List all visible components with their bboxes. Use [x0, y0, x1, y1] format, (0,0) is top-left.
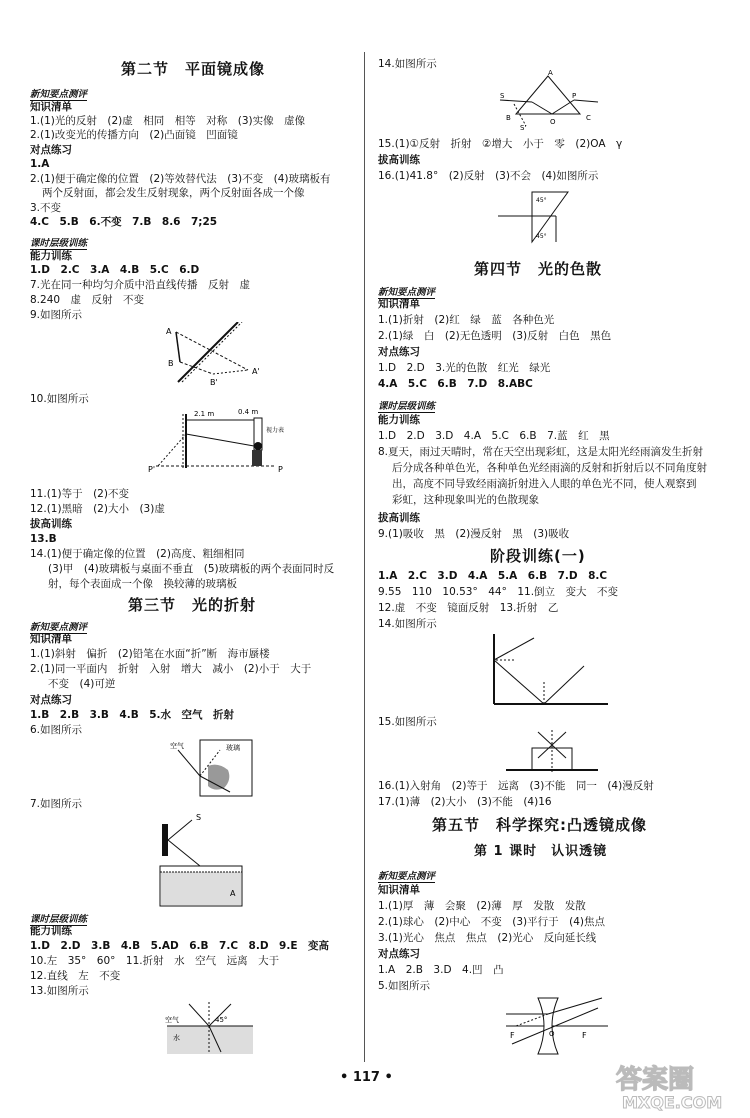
answer-line: 1.D 2.D 3.D 4.A 5.C 6.B 7.蓝 红 黑 — [378, 430, 610, 442]
answer-line: 射，每个表面成一个像 换较薄的玻璃板 — [48, 578, 237, 590]
answer-line: 1.D 2.C 3.A 4.B 5.C 6.D — [30, 264, 200, 276]
section-header: 新知要点测评 — [30, 619, 87, 634]
section-title: 第五节 科学探究:凸透镜成像 — [432, 816, 647, 834]
svg-text:答案圈: 答案圈 — [616, 1065, 695, 1095]
figure-6-refraction-glass — [168, 736, 268, 798]
left-column — [28, 0, 358, 1118]
subheading: 能力训练 — [30, 925, 72, 937]
answer-line: 5.如图所示 — [378, 980, 431, 992]
section-subtitle: 第 1 课时 认识透镜 — [474, 844, 608, 859]
answer-line: 8.240 虚 反射 不变 — [30, 294, 145, 306]
answer-line: 1.(1)折射 (2)红 绿 蓝 各种色光 — [378, 314, 555, 326]
answer-line: 16.(1)41.8° (2)反射 (3)不会 (4)如图所示 — [378, 170, 599, 182]
answer-line: 10.如图所示 — [30, 393, 89, 405]
answer-line: 1.(1)光的反射 (2)虚 相同 相等 对称 (3)实像 虚像 — [30, 115, 306, 127]
subheading: 知识清单 — [378, 298, 420, 310]
subheading: 知识清单 — [378, 884, 420, 896]
answer-line: 2.(1)改变光的传播方向 (2)凸面镜 凹面镜 — [30, 129, 238, 141]
answer-line: 3.不变 — [30, 202, 62, 214]
answer-line: 彩虹，这种现象叫光的色散现象 — [392, 494, 539, 506]
label-p: P — [572, 92, 577, 100]
figure-16-prism-reflection — [492, 186, 592, 248]
answer-line: 1.D 2.D 3.B 4.B 5.AD 6.B 7.C 8.D 9.E 变高 — [30, 940, 330, 952]
answer-line: 13.B — [30, 533, 57, 545]
label-s: S — [500, 92, 505, 100]
subheading: 对点练习 — [30, 694, 72, 706]
answer-line: 1.A 2.B 3.D 4.凹 凸 — [378, 964, 504, 976]
answer-line: (3)甲 (4)玻璃板与桌面不垂直 (5)玻璃板的两个表面同时反 — [48, 563, 335, 575]
section-title: 第四节 光的色散 — [474, 260, 603, 278]
air-label: 空气 — [165, 1016, 179, 1024]
answer-line: 2.(1)便于确定像的位置 (2)等效替代法 (3)不变 (4)玻璃板有 — [30, 173, 331, 185]
right-column — [374, 0, 724, 1118]
section-header: 新知要点测评 — [378, 868, 435, 883]
label-a-prime: A' — [252, 367, 260, 376]
answer-line: 14.如图所示 — [378, 618, 437, 630]
subheading: 对点练习 — [378, 346, 420, 358]
label-s-prime: S' — [520, 124, 527, 132]
section-title: 第二节 平面镜成像 — [121, 60, 266, 78]
glass-label: 玻璃 — [226, 744, 240, 752]
label-o: O — [550, 118, 556, 126]
subheading: 拔高训练 — [378, 512, 420, 524]
dist-label: 0.4 m — [238, 408, 259, 416]
answer-line: 13.如图所示 — [30, 985, 89, 997]
answer-line: 12.虚 不变 镜面反射 13.折射 乙 — [378, 602, 559, 614]
answer-line: 出，高度不同导致经雨滴折射进入人眼的单色光不同，使人观察到 — [392, 478, 697, 490]
label-c: C — [586, 114, 591, 122]
label-s: S — [196, 813, 202, 822]
subheading: 对点练习 — [378, 948, 420, 960]
answer-line: 1.(1)厚 薄 会聚 (2)薄 厚 发散 发散 — [378, 900, 586, 912]
subheading: 能力训练 — [30, 250, 72, 262]
page-number: • 117 • — [340, 1070, 393, 1085]
answer-line: 9.(1)吸收 黑 (2)漫反射 黑 (3)吸收 — [378, 528, 570, 540]
section-header: 课时层级训练 — [378, 398, 435, 413]
answer-line: 1.(1)斜射 偏折 (2)铅笔在水面“折”断 海市蜃楼 — [30, 648, 270, 660]
answer-line: 9.55 110 10.53° 44° 11.倒立 变大 不变 — [378, 586, 619, 598]
answer-line: 7.光在同一种均匀介质中沿直线传播 反射 虚 — [30, 279, 251, 291]
answer-line: 3.(1)光心 焦点 焦点 (2)光心 反向延长线 — [378, 932, 597, 944]
answer-line: 1.B 2.B 3.B 4.B 5.水 空气 折射 — [30, 709, 234, 721]
figure-14-prism — [494, 70, 604, 132]
answer-line: 8.夏天，雨过天晴时，常在天空出现彩虹，这是太阳光经雨滴发生折射 — [378, 446, 704, 458]
section-header: 新知要点测评 — [378, 284, 435, 299]
answer-line: 7.如图所示 — [30, 798, 83, 810]
subheading: 知识清单 — [30, 633, 72, 645]
answer-line: 1.D 2.D 3.光的色散 红光 绿光 — [378, 362, 551, 374]
subheading: 拔高训练 — [30, 518, 72, 530]
label-p-prime: P' — [148, 465, 156, 474]
answer-line: 不变 (4)可逆 — [48, 678, 116, 690]
answer-line: 2.(1)绿 白 (2)无色透明 (3)反射 白色 黑色 — [378, 330, 612, 342]
label-o: O — [549, 1030, 555, 1038]
section-header: 新知要点测评 — [30, 86, 87, 101]
angle-label: 45° — [215, 1016, 228, 1024]
figure-stage-15-block — [502, 728, 602, 776]
answer-line: 15.(1)①反射 折射 ②增大 小于 零 (2)OA γ — [378, 138, 623, 150]
answer-line: 10.左 35° 60° 11.折射 水 空气 远离 大于 — [30, 955, 280, 967]
label-b-prime: B' — [210, 378, 218, 387]
subheading: 对点练习 — [30, 144, 72, 156]
air-label: 空气 — [170, 742, 184, 750]
answer-line: 12.(1)黑暗 (2)大小 (3)虚 — [30, 503, 165, 515]
label-a: A — [548, 70, 553, 77]
label-a: A — [230, 889, 236, 898]
figure-7-water-tank — [156, 810, 256, 910]
section-title: 阶段训练(一) — [490, 547, 586, 565]
answer-line: 2.(1)球心 (2)中心 不变 (3)平行于 (4)焦点 — [378, 916, 606, 928]
answer-line: 1.A — [30, 158, 50, 170]
subheading: 拔高训练 — [378, 154, 420, 166]
answer-line: 4.A 5.C 6.B 7.D 8.ABC — [378, 378, 533, 390]
label-b: B — [168, 359, 174, 368]
subheading: 能力训练 — [378, 414, 420, 426]
figure-10-eye-chart — [146, 406, 296, 484]
answer-line: 1.A 2.C 3.D 4.A 5.A 6.B 7.D 8.C — [378, 570, 608, 582]
figure-13-air-water — [163, 996, 263, 1058]
angle-label: 45° — [536, 233, 547, 240]
label-f-right: F — [582, 1031, 587, 1040]
section-title: 第三节 光的折射 — [128, 596, 257, 614]
answer-line: 14.(1)便于确定像的位置 (2)高度、粗细相同 — [30, 548, 245, 560]
answer-line: 11.(1)等于 (2)不变 — [30, 488, 129, 500]
answer-line: 后分成各种单色光，各种单色光经雨滴的反射和折射后以不同角度射 — [392, 462, 707, 474]
label-b: B — [506, 114, 511, 122]
answer-line: 16.(1)入射角 (2)等于 远离 (3)不能 同一 (4)漫反射 — [378, 780, 654, 792]
column-divider — [364, 52, 365, 1062]
section-header: 课时层级训练 — [30, 911, 87, 926]
answer-line: 两个反射面，都会发生反射现象，两个反射面各成一个像 — [42, 187, 305, 199]
answer-line: 9.如图所示 — [30, 309, 83, 321]
svg-text:MXQE.COM: MXQE.COM — [622, 1093, 723, 1112]
answer-line: 6.如图所示 — [30, 724, 83, 736]
angle-label: 45° — [536, 197, 547, 204]
chart-label: 视力表 — [266, 427, 285, 434]
dist-label: 2.1 m — [194, 410, 215, 418]
figure-stage-14-mirrors — [484, 630, 614, 710]
answer-line: 2.(1)同一平面内 折射 入射 增大 减小 (2)小于 大于 — [30, 663, 312, 675]
answer-line: 15.如图所示 — [378, 716, 437, 728]
label-f-left: F — [510, 1031, 515, 1040]
answer-line: 4.C 5.B 6.不变 7.B 8.6 7;25 — [30, 216, 218, 228]
section-header: 课时层级训练 — [30, 235, 87, 250]
water-label: 水 — [173, 1034, 180, 1042]
label-a: A — [166, 327, 172, 336]
subheading: 知识清单 — [30, 101, 72, 113]
figure-9-mirror-image — [158, 322, 278, 388]
answer-line: 14.如图所示 — [378, 58, 437, 70]
answer-line: 17.(1)薄 (2)大小 (3)不能 (4)16 — [378, 796, 552, 808]
figure-5-concave-lens — [502, 994, 612, 1056]
answer-line: 12.直线 左 不变 — [30, 970, 121, 982]
label-p: P — [278, 465, 283, 474]
watermark-logo — [612, 1058, 742, 1113]
